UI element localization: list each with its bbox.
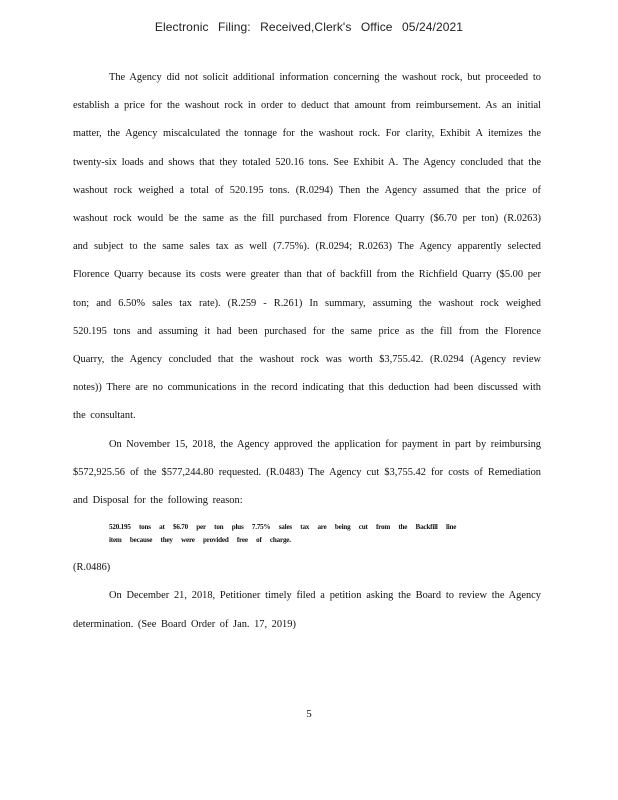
electronic-filing-header: Electronic Filing: Received,Clerk's Office 05/24/2021 [154,20,464,34]
paragraph-washout-rock: The Agency did not solicit additional information concerning the washout rock, but proceeded to establish a price for the washout rock in order to deduct that amount from reimbursement. As an initial matter, the Agency miscalculated the tonnage for the washout rock. For clarity, Exhibit A itemizes the twenty-six loads and shows that they totaled 520.16 tons. See Exhibit A. The Agency concluded that the washout rock weighed a total of 520.195 tons. (R.0294) Then the Agency assumed that the price of washout rock would be the same as the fill purchased from Florence Quarry ($6.70 per ton) (R.0263) and subject to the same sales tax as well (7.75%). (R.0294; R.0263) The Agency apparently selected Florence Quarry because its costs were greater than that of backfill from the Richfield Quarry ($5.00 per ton; and 6.50% sales tax rate). (R.259 - R.261) In summary, assuming the washout rock weighed 520.195 tons and assuming it had been purchased for the same price as the fill from the Florence Quarry, the Agency concluded that the washout rock was worth $3,755.42. (R.0294 (Agency review notes)) There are no communications in the record indicating that this deduction had been discussed with the consultant. [73,72,541,422]
paragraph-petition: On December 21, 2018, Petitioner timely filed a petition asking the Board to review the Agency determination. (See Board Order of Jan. 17, 2019) [73,590,541,630]
record-citation: (R.0486) [73,562,111,574]
block-quote-reason: 520.195 tons at $6.70 per ton plus 7.75% sales tax are being cut from the Backfill line item because they were provided free of charge. [109,522,457,544]
document-body [73,64,541,639]
paragraph-agency-approval: On November 15, 2018, the Agency approved the application for payment in part by reimbursing $572,925.56 of the $577,244.80 requested. (R.0483) The Agency cut $3,755.42 for costs of Remediation and Disposal for the following reason: [73,438,541,507]
page-number: 5 [306,708,312,720]
